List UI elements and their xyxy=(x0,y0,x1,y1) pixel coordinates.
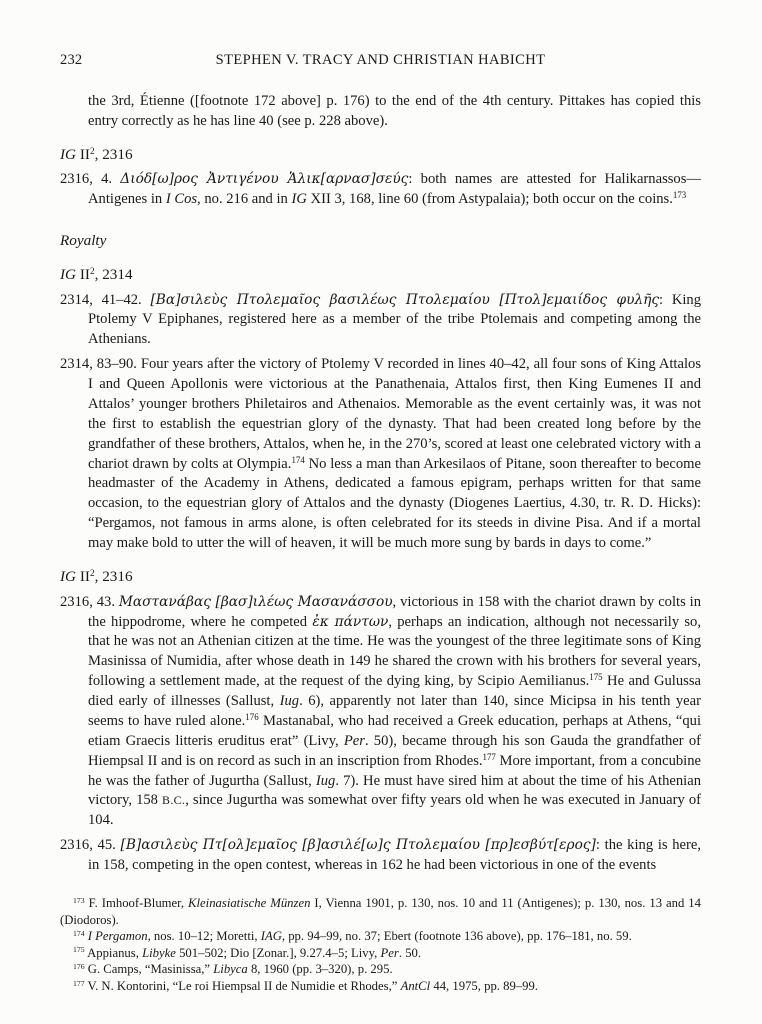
footnote-ref: 175 xyxy=(73,945,85,955)
footnote-ref: 176 xyxy=(245,712,259,723)
text-segment: 2314, 41–42. xyxy=(60,291,151,308)
entry-block xyxy=(60,836,701,876)
footnote-ref: 177 xyxy=(73,978,85,988)
text-segment: : King Ptolemy V Epiphanes, registered here as a member of the tribe Ptolemais and competing among the Athenians. xyxy=(88,291,702,348)
text-segment: II xyxy=(76,145,90,163)
text-segment: Per xyxy=(380,945,399,960)
text-segment: 2316, 4. xyxy=(60,171,121,188)
text-segment: XII 3, 168, line 60 (from Astypalaia); both occur on the coins. xyxy=(306,191,673,208)
text-segment: 8, 1960 (pp. 3–320), p. 295. xyxy=(247,962,393,977)
text-segment: 2316, 43. xyxy=(60,593,119,610)
running-head: STEPHEN V. TRACY AND CHRISTIAN HABICHT xyxy=(215,52,546,68)
text-segment: 2316, 45. xyxy=(60,837,121,854)
continuation-block xyxy=(88,92,701,132)
text-segment: IG xyxy=(60,145,77,163)
text-segment: . 7). He must have sired him at about the time of his Athenian victory, 158 xyxy=(88,772,702,809)
text-segment: 2314, 83–90. Four years after the victory of Ptolemy V recorded in lines 40–42, all four sons of King Attalos I and Queen Apollonis were victorious at the Panathenaia, Attalos first, then King Eumenes II and Attalos’ younger brothers Philetairos and Athenaios. Memorable as the event certainly was, it was not the first to establish the equestrian glory of the dynasty. That had been created long before by the grandfather of these brothers, Attalos, when he, in the 270’s, scored at least one celebrated victory with a chariot drawn by colts at Olympia. xyxy=(60,356,701,472)
text-segment: I, Vienna 1901, p. 130, nos. 10 and 11 (Antigenes); p. 130, nos. 13 and 14 (Diodoros). xyxy=(60,895,701,927)
text-segment: B.C. xyxy=(162,793,186,808)
heading-block xyxy=(60,265,701,286)
text-segment: 501–502; Dio [Zonar.], 9.27.4–5; Livy, xyxy=(175,945,381,960)
text-segment: , perhaps an indication, although not necessarily so, that he was not an Athenian citizen at the time. He was the youngest of the three legitimate sons of King Masinissa of Numidia, after whose death in 149 he shared the crown with his brothers for several years, following a settlement made, at the request of the dying king, by Scipio Aemilianus. xyxy=(88,613,701,690)
text-segment: Mastanabal, who had received a Greek education, perhaps at Athens, “qui etiam Graecis litteris eruditus erat” (Livy, xyxy=(88,712,701,749)
text-segment: F. Imhoof-Blumer, xyxy=(84,895,189,910)
text-segment: IAG xyxy=(260,929,282,944)
text-segment: V. N. Kontorini, “Le roi Hiempsal II de Numidie et Rhodes,” xyxy=(84,978,401,993)
heading-block xyxy=(60,567,701,588)
footnotes xyxy=(60,895,701,994)
footnote-ref: 2 xyxy=(89,266,95,277)
text-segment: , 2316 xyxy=(94,145,133,163)
greek-text: [Β]ασιλεὺς Πτ[ολ]εμαῖος [β]ασιλέ[ω]ς Πτολεμαίου [πρ]εσβύτ[ερος] xyxy=(120,837,596,854)
greek-text: ἐκ πάντων xyxy=(312,613,389,630)
footnote-ref: 174 xyxy=(73,928,85,938)
text-segment: , no. 216 and in xyxy=(197,191,292,208)
text-segment: More important, from a concubine he was the father of Jugurtha (Sallust, xyxy=(88,752,702,789)
text-segment: : both names are attested for Halikarnassos—Antigenes in xyxy=(88,171,701,208)
footnote xyxy=(60,895,701,928)
text-segment: Libyke xyxy=(142,945,176,960)
text-segment: Iug xyxy=(279,693,300,710)
text-segment: I Pergamon xyxy=(87,929,148,944)
footnote-ref: 173 xyxy=(672,190,687,201)
text-segment: , 2314 xyxy=(94,265,133,283)
text-segment: IG xyxy=(60,265,77,283)
greek-text: [Βα]σιλεὺς Πτολεμαῖος βασιλέως Πτολεμαίου [Πτολ]εμαιίδος φυλῆς xyxy=(150,291,660,308)
footnote-ref: 176 xyxy=(73,961,85,971)
footnote-ref: 173 xyxy=(73,895,85,905)
text-segment: No less a man than Arkesilaos of Pitane, soon thereafter to become headmaster of the Academy in Athens, dedicated a famous epigram, perhaps written for that same occasion, to the equestrian glory of Attalos and the dynasty (Diogenes Laertius, 4.30, tr. R. D. Hicks): “Pergamos, not famous in arms alone, is often celebrated for its steeds in divine Pisa. And if a mortal may make bold to utter the will of heaven, it will be much more sung by bards in days to come.” xyxy=(88,455,702,552)
text-segment: I Cos xyxy=(165,191,198,208)
greek-text: Μαστανάβας [βασ]ιλέως Μασανάσσου xyxy=(118,593,393,610)
footnote xyxy=(60,928,701,945)
text-segment: G. Camps, “Masinissa,” xyxy=(84,962,214,977)
footnote-ref: 174 xyxy=(291,454,305,465)
footnote xyxy=(60,961,701,978)
text-segment: : the king is here, in 158, competing in the open contest, whereas in 162 he had been victorious in one of the events xyxy=(88,837,702,874)
page-header xyxy=(60,0,701,69)
text-segment: Libyca xyxy=(213,962,248,977)
text-segment: . 6), apparently not later than 140, since Micipsa in his tenth year seems to have ruled alone. xyxy=(88,693,701,729)
text-segment: AntCl xyxy=(400,978,431,993)
text-segment: , victorious in 158 with the chariot drawn by colts in the hippodrome, where he competed xyxy=(88,593,702,630)
text-segment: Royalty xyxy=(60,232,107,250)
text-segment: 44, 1975, pp. 89–99. xyxy=(430,978,539,993)
text-segment: , since Jugurtha was somewhat over fifty years old when he was executed in January of 104. xyxy=(88,792,701,829)
heading-block xyxy=(60,145,701,166)
text-segment: , nos. 10–12; Moretti, xyxy=(147,929,261,944)
footnote xyxy=(60,945,701,962)
text-segment: II xyxy=(76,567,90,585)
entry-block xyxy=(60,355,701,554)
footnote-ref: 2 xyxy=(89,146,95,157)
text-segment: IG xyxy=(60,567,77,585)
text-segment: II xyxy=(76,265,90,283)
text-segment: Iug xyxy=(315,772,336,789)
text-segment: He and Gulussa died early of illnesses (Sallust, xyxy=(88,673,701,710)
entry-block xyxy=(60,593,701,832)
greek-text: Διόδ[ω]ρος Ἀντιγένου Ἁλικ[αρνασ]σεύς xyxy=(120,171,409,188)
text-segment: . 50. xyxy=(398,945,422,960)
footnote-ref: 177 xyxy=(482,751,496,762)
text-segment: Kleinasiatische Münzen xyxy=(188,895,311,910)
page-number: 232 xyxy=(60,52,83,68)
section-block xyxy=(60,231,701,252)
text-segment: Appianus, xyxy=(84,945,143,960)
footnote-ref: 175 xyxy=(589,672,603,683)
text-segment: the 3rd, Étienne ([footnote 172 above] p. 176) to the end of the 4th century. Pittakes has copied this entry correctly as he has line 40 (see p. 228 above). xyxy=(88,93,701,129)
text-segment: . 50), became through his son Gauda the grandfather of Hiempsal II and is on record as such in an inscription from Rhodes. xyxy=(88,732,701,769)
footnote xyxy=(60,978,701,995)
text-segment: , 2316 xyxy=(94,567,133,585)
text-segment: , pp. 94–99, no. 37; Ebert (footnote 136 above), pp. 176–181, no. 59. xyxy=(281,929,632,944)
footnote-ref: 2 xyxy=(89,568,95,579)
text-segment: IG xyxy=(291,191,307,208)
entry-block xyxy=(60,170,701,210)
page-body xyxy=(60,92,701,876)
text-segment: Per xyxy=(343,732,365,749)
entry-block xyxy=(60,291,701,351)
